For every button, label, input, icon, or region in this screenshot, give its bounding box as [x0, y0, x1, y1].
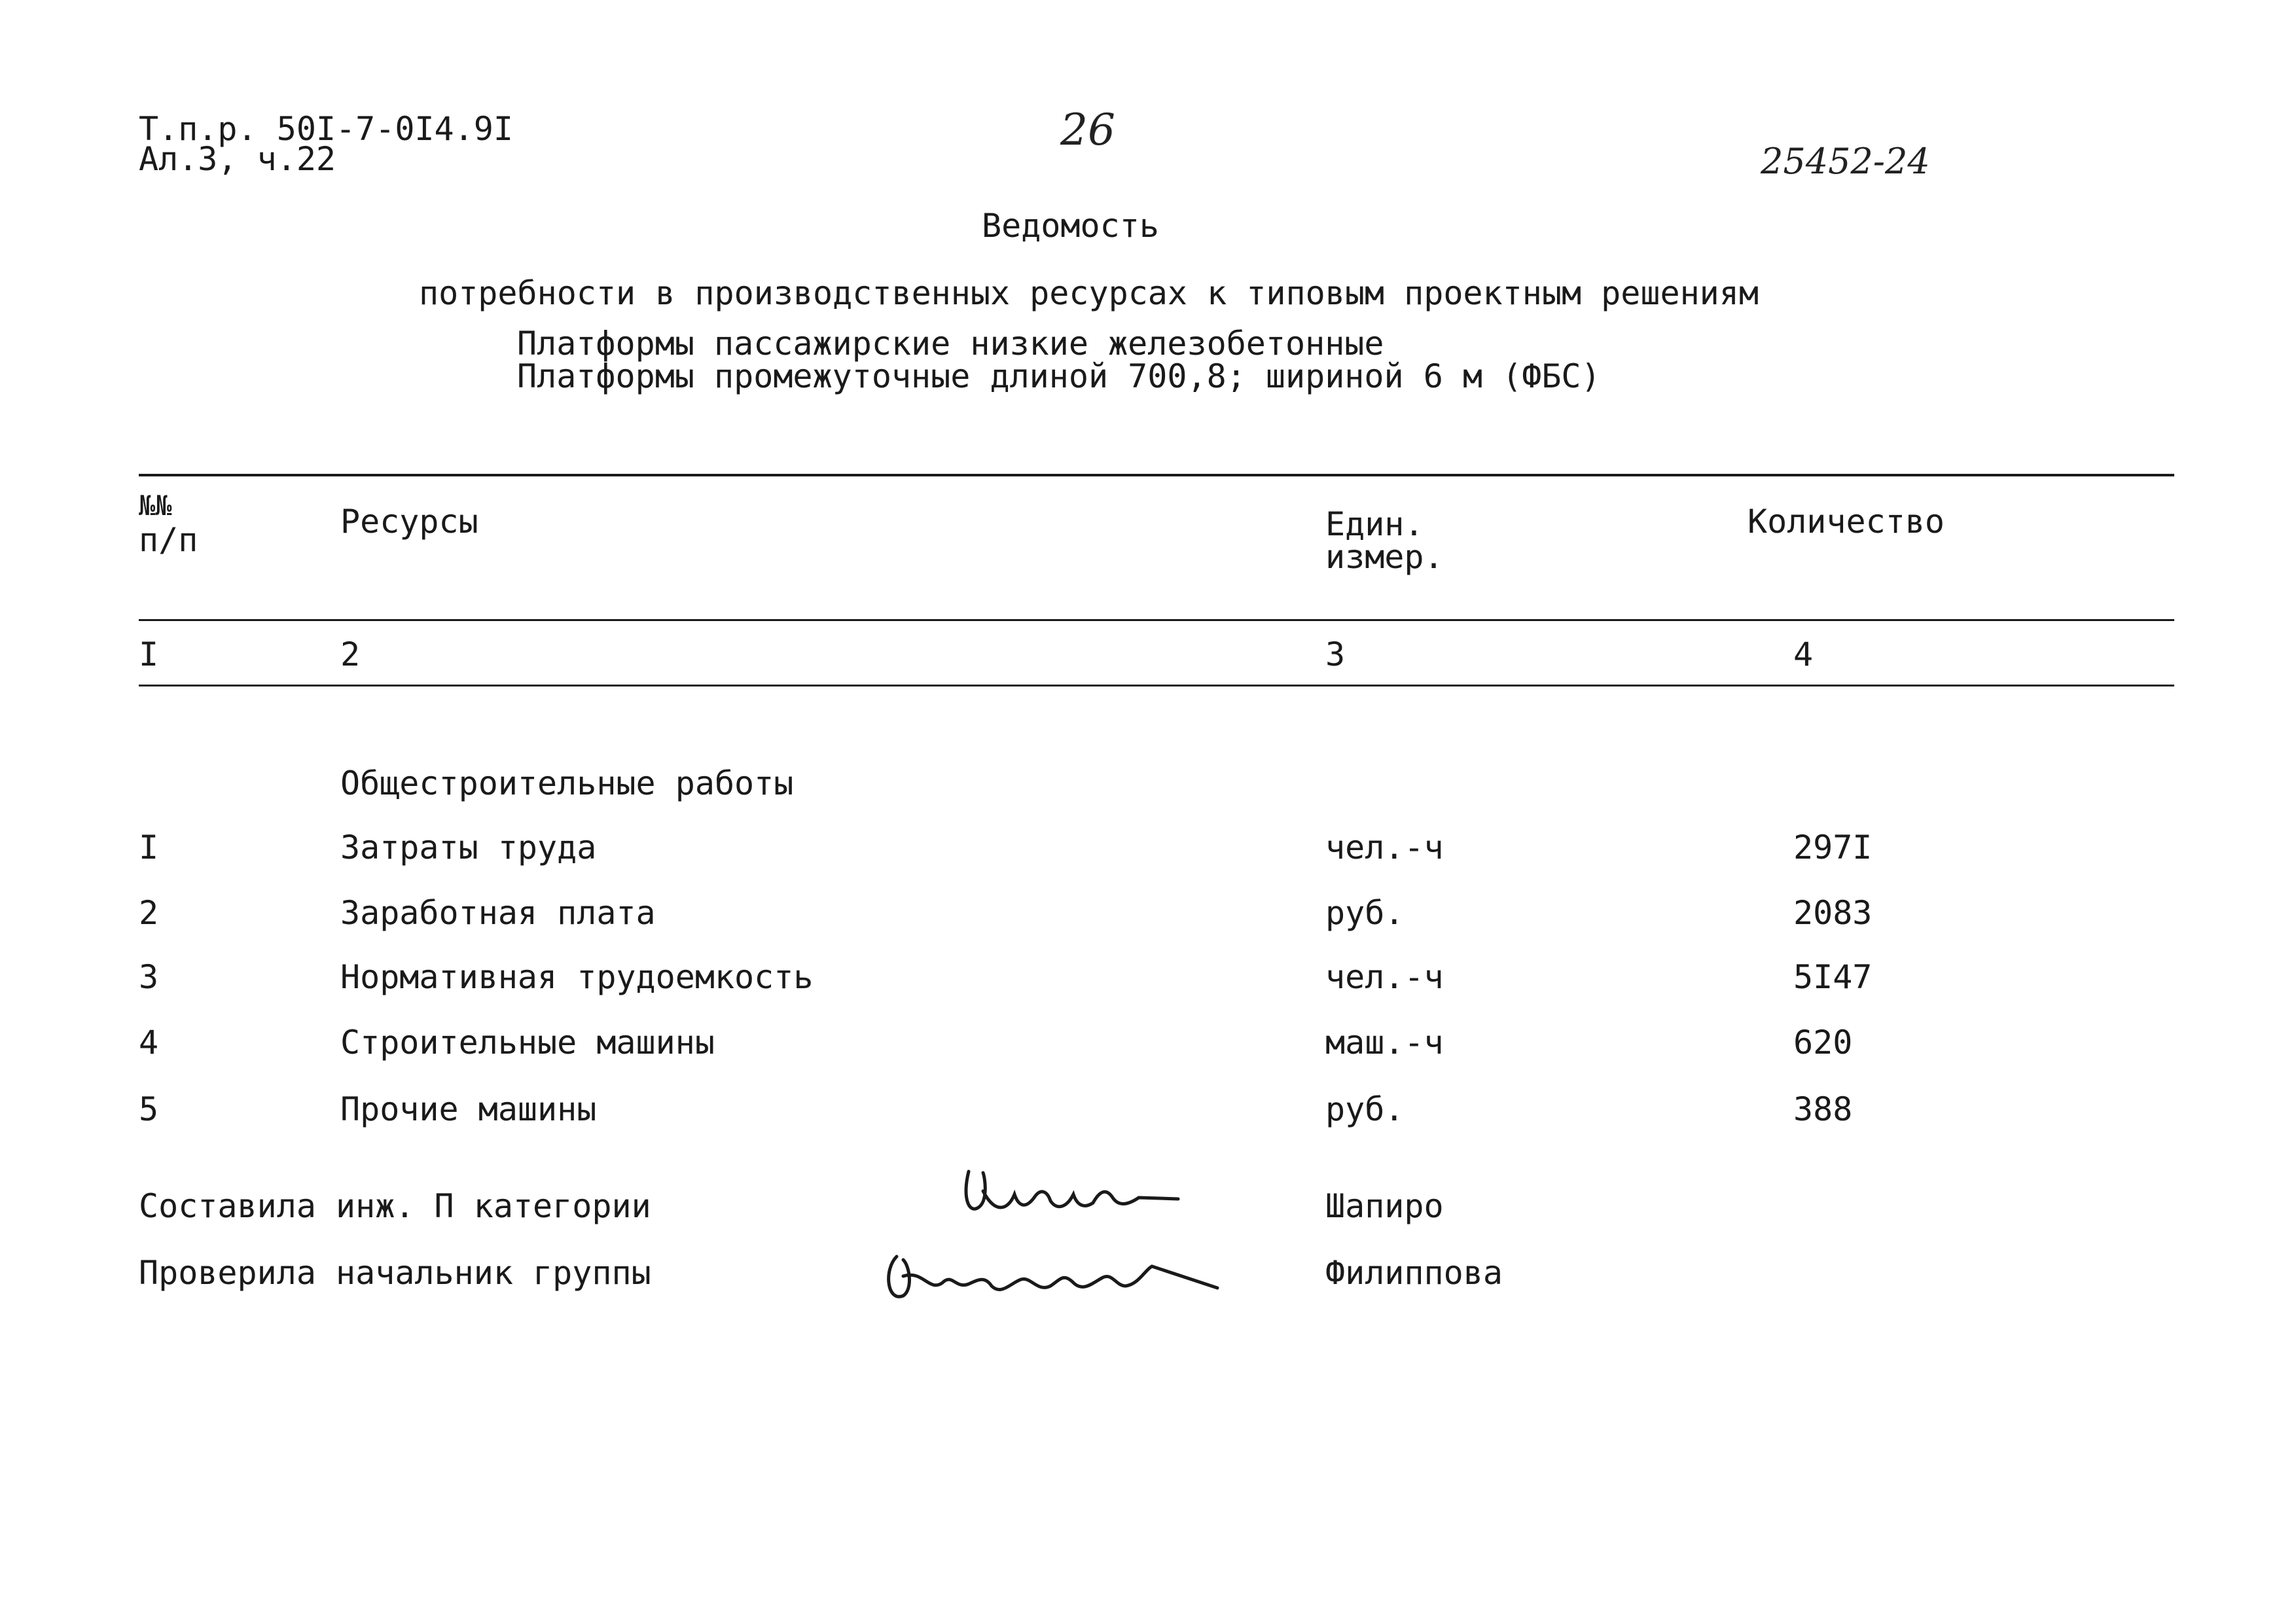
- section-title: Общестроительные работы: [340, 764, 794, 802]
- header-unit-line2: измер.: [1325, 538, 1444, 576]
- row-resource: Прочие машины: [340, 1090, 597, 1128]
- header-num-line1: №№: [139, 490, 172, 522]
- column-number-3: 3: [1325, 635, 1346, 673]
- row-unit: чел.-ч: [1325, 958, 1444, 996]
- compiled-by-role: Составила инж. П категории: [139, 1187, 651, 1225]
- object-line2: Платформы промежуточные длиной 700,8; шириной 6 м (ФБС): [517, 357, 1601, 395]
- row-resource: Затраты труда: [340, 829, 597, 866]
- doc-reference-line2: Ал.3, ч.22: [139, 140, 336, 178]
- column-number-1: I: [139, 635, 159, 673]
- object-line1: Платформы пассажирские низкие железобетонные: [517, 325, 1384, 363]
- row-resource: Строительные машины: [340, 1024, 715, 1061]
- row-resource: Нормативная трудоемкость: [340, 958, 814, 996]
- row-unit: руб.: [1325, 894, 1405, 932]
- row-unit: руб.: [1325, 1090, 1405, 1128]
- row-unit: маш.-ч: [1325, 1024, 1444, 1061]
- header-bottom-rule: [139, 619, 2174, 621]
- row-quantity: 2083: [1793, 894, 1873, 932]
- header-resource: Ресурсы: [340, 503, 478, 541]
- column-numbers-bottom-rule: [139, 685, 2174, 687]
- row-quantity: 5I47: [1793, 958, 1873, 996]
- document-title: Ведомость: [982, 207, 1159, 245]
- header-num-line2: п/п: [139, 521, 198, 559]
- archive-number: 25452-24: [1761, 141, 1930, 182]
- row-quantity: 297I: [1793, 829, 1873, 866]
- checked-by-name: Филиппова: [1325, 1254, 1503, 1292]
- header-unit-line1: Един.: [1325, 505, 1424, 543]
- column-number-4: 4: [1793, 635, 1814, 673]
- row-quantity: 388: [1793, 1090, 1853, 1128]
- compiler-signature: [942, 1152, 1217, 1230]
- document-subtitle: потребности в производственных ресурсах к типовым проектным решениям: [419, 274, 1759, 312]
- table-top-rule: [139, 474, 2174, 476]
- row-num: 2: [139, 894, 159, 932]
- compiled-by-name: Шапиро: [1325, 1187, 1444, 1225]
- checked-by-role: Проверила начальник группы: [139, 1254, 651, 1292]
- row-num: I: [139, 829, 159, 866]
- header-quantity: Количество: [1748, 503, 1945, 541]
- row-unit: чел.-ч: [1325, 829, 1444, 866]
- doc-reference-line1: Т.п.р. 50I-7-0I4.9I: [139, 110, 513, 148]
- row-quantity: 620: [1793, 1024, 1853, 1061]
- row-num: 3: [139, 958, 159, 996]
- row-resource: Заработная плата: [340, 894, 656, 932]
- row-num: 5: [139, 1090, 159, 1128]
- page-number: 26: [1060, 105, 1115, 155]
- row-num: 4: [139, 1024, 159, 1061]
- checker-signature: [864, 1230, 1230, 1315]
- column-number-2: 2: [340, 635, 361, 673]
